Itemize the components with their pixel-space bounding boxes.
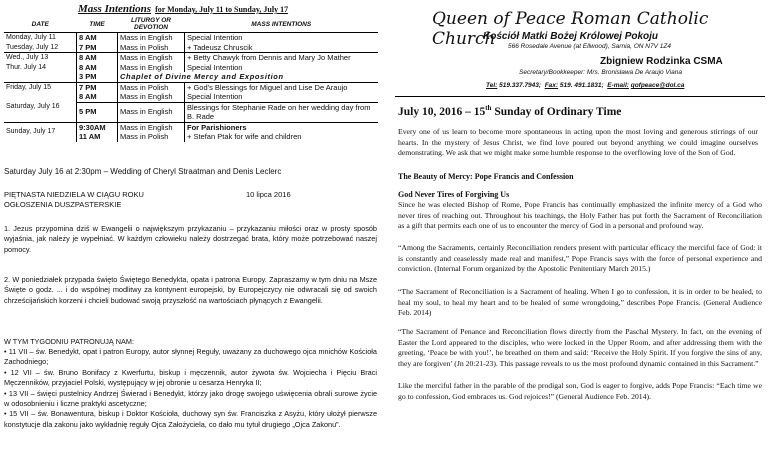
row-time: 8 AM [77, 63, 118, 73]
polish-date: 10 lipca 2016 [246, 190, 291, 199]
english-paragraph-3: “The Sacrament of Reconciliation is a Sacrament of healing. When I go to confession, it is in order to be healed, to heal my soul, to heal my heart and to be healed of some wrongdoing,” describes Pope Francis. (General Audience Feb. 2014) [398, 287, 762, 318]
fax-value: 519. 491.1831; [559, 82, 604, 89]
tel-label: Tel: [486, 82, 498, 89]
sunday-title-sup: th [485, 104, 492, 112]
row-liturgy: Mass in English [118, 102, 185, 122]
church-address: 566 Rosedale Avenue (at Ellwood), Sarnia, ON N7V 1Z4 [508, 43, 671, 50]
row-intention: For Parishioners [185, 122, 379, 132]
table-row [4, 43, 378, 53]
list-item: • 11 VII – św. Benedykt, opat i patron Europy, autor słynnej Reguły, uważany za duchowego ojca mnichów Kościoła Zachodniego; [4, 347, 377, 367]
english-paragraph-4: “The Sacrament of Penance and Reconciliation flows directly from the Paschal Mystery. In fact, on the evening of Easter the Lord appeared to the disciples, who were locked in the Upper Room, and after addressing them with the greeting, ‘Peace be with you!’, he breathed on them and said: ‘Receive the Holy Spirit. If you forgive the sins of any, they are forgiven’ (Jn 20:21-23). This passage reveals to us the most profound dynamic contained in this Sacrament.” [398, 327, 762, 368]
row-day: Friday, July 15 [4, 82, 77, 92]
row-intention: Special Intention [185, 63, 379, 73]
row-liturgy: Mass in English [118, 33, 185, 43]
row-time: 5 PM [77, 102, 118, 122]
row-intention: + Stefan Ptak for wife and children [185, 132, 379, 142]
list-item: • 13 VII – święci pustelnicy Andrzej Świerad i Benedykt, którzy jako drogę swojego uświęcenia obrali surowe życie w odosobnieniu i liczne praktyki ascetyczne; [4, 388, 377, 409]
forgiving-heading: God Never Tires of Forgiving Us [398, 190, 510, 199]
english-paragraph-1: Since he was elected Bishop of Rome, Pope Francis has continually emphasized the infinite mercy of a God who never tires of reaching out. Throughout his teachings, the Holy Father has put forth the Sacrament of Reconciliation as a gift that permits each one of us to encounter the mercy of God in a personal and profound way. [398, 200, 762, 231]
polish-paragraph-2: 2. W poniedziałek przypada święto Świętego Benedykta, opata i patrona Europy. Zapraszamy w tym dniu na Msze Święte o godz. ... i do wspólnej modlitwy za kontynent europejski, by Europejczycy nie odwracali się od swoich chrześcijańskich korzeni i chcieli budować swoją przyszłość na wartościach płynących z Ewangelii. [4, 275, 377, 305]
row-intention: + Betty Chawyk from Dennis and Mary Jo Mather [185, 53, 379, 63]
fax-label: Fax: [544, 82, 559, 89]
row-intention: Special Intention [185, 92, 379, 102]
saturday-wedding-note: Saturday July 16 at 2:30pm – Wedding of Cheryl Straatman and Denis Leclerc [4, 167, 282, 176]
sunday-title [398, 104, 621, 118]
row-liturgy: Mass in English [118, 63, 185, 73]
row-time: 7 PM [77, 82, 118, 92]
row-intention: Special Intention [185, 33, 379, 43]
col-intentions: MASS INTENTIONS [185, 16, 379, 33]
mass-intentions-range: for Monday, July 11 to Sunday, July 17 [155, 5, 289, 14]
table-row [4, 92, 378, 102]
row-day: Sunday, July 17 [4, 122, 77, 142]
row-day: Saturday, July 16 [6, 103, 60, 110]
table-row [4, 122, 378, 132]
beauty-heading: The Beauty of Mercy: Pope Francis and Confession [398, 172, 574, 181]
row-time: 7 PM [77, 43, 118, 53]
table-row [4, 63, 378, 73]
tel-value: 519.337.7943; [499, 82, 542, 89]
col-date: DATE [4, 16, 77, 33]
email-link[interactable]: qofpeace@dol.ca [630, 82, 685, 89]
table-row [4, 33, 378, 43]
secretary-line: Secretary/Bookkeeper: Mrs. Bronisława De Araujo Viana [519, 69, 682, 76]
polish-subheading: OGŁOSZENIA DUSZPASTERSKIE [4, 200, 122, 209]
row-day: Wed., July 13 [4, 53, 77, 63]
email-label: E-mail: [607, 82, 629, 89]
mass-intentions-title-text: Mass Intentions [78, 3, 152, 15]
mass-schedule-table [4, 16, 378, 142]
row-day: Tuesday, July 12 [6, 43, 59, 51]
row-time: 8 AM [77, 33, 118, 43]
row-intention: Blessings for Stephanie Rade on her wedding day from B. Rade [185, 102, 379, 122]
list-item: • 15 VII – św. Bonawentura, biskup i Doktor Kościoła, duchowy syn św. Franciszka z Asyżu, który ułożył pierwsze konstytucje dla zakonu jako wykładnię reguły Ojca Założyciela, co dało mu tytuł drugiego „Ojca Zakonu”. [4, 409, 377, 429]
row-day: Thur. July 14 [6, 63, 47, 71]
row-time: 8 AM [77, 53, 118, 63]
row-day: Monday, July 11 [6, 34, 56, 41]
table-row [4, 72, 378, 82]
row-intention: + God's Blessings for Miguel and Lise De Araujo [185, 82, 379, 92]
polish-heading: PIĘTNASTA NIEDZIELA W CIĄGU ROKU [4, 190, 144, 199]
english-paragraph-2: “Among the Sacraments, certainly Reconciliation renders present with particular efficacy the merciful face of God: it is constantly and ceaselessly made real and manifest,” Pope Francis says with the force of personal experience and conviction. (Internal Forum organized by the Apostolic Penitentiary March 2015.) [398, 243, 762, 274]
table-row [4, 82, 378, 92]
row-time: 8 AM [77, 92, 118, 102]
row-liturgy: Mass in English [118, 122, 185, 132]
polish-patrons-list [4, 347, 377, 430]
polish-paragraph-1: 1. Jezus przypomina dziś w Ewangelii o największym przykazaniu – przykazaniu miłości oraz w prosty sposób wyjaśnia, jak należy je wypełniać. W każdym człowieku należy dostrzegać brata, który może potrzebować naszej pomocy. [4, 224, 377, 254]
row-day [4, 72, 77, 82]
church-name-polish: Kościół Matki Bożej Królowej Pokoju [483, 31, 659, 42]
row-liturgy: Mass in Polish [118, 43, 185, 53]
row-liturgy: Mass in Polish [118, 82, 185, 92]
contact-line [486, 82, 684, 89]
row-time: 11 AM [77, 132, 118, 142]
row-liturgy: Mass in English [118, 92, 185, 102]
sunday-title-rest: Sunday of Ordinary Time [491, 105, 622, 118]
divider [395, 96, 765, 97]
sunday-title-date: July 10, 2016 – 15 [398, 105, 486, 118]
col-liturgy: LITURGY OR DEVOTION [118, 16, 185, 33]
polish-patrons-heading: W TYM TYGODNIU PATRONUJĄ NAM: [4, 337, 134, 346]
row-intention: + Tadeusz Chruscik [185, 43, 379, 53]
row-liturgy: Mass in Polish [118, 132, 185, 142]
intro-paragraph: Every one of us learn to become more spontaneous in acting upon the most loving and generous stirrings of our hearts. In the mystery of Jesus Christ, we find love poured out beyond anything we could imagine ourselves demonstrating. We ask that we might make some humble response to the overflowing love of the Son of God. [398, 127, 758, 158]
row-time: 9:30AM [77, 122, 118, 132]
mass-intentions-title [78, 3, 288, 15]
pastor-name: Zbigniew Rodzinka CSMA [600, 56, 723, 67]
row-time: 3 PM [77, 72, 118, 82]
row-devotion: Chaplet of Divine Mercy and Exposition [118, 72, 379, 82]
church-name: Queen of Peace Roman Catholic Church [432, 9, 709, 49]
english-paragraph-5: Like the merciful father in the parable of the prodigal son, God is eager to forgive, adds Pope Francis: “Each time we go to confession, God embraces us. God rejoices!” (General Audience Feb. 2014). [398, 381, 762, 401]
col-time: TIME [77, 16, 118, 33]
list-item: • 12 VII – św. Bruno Bonifacy z Kwerfurtu, biskup i męczennik, autor żywota św. Wojciecha i Pięciu Braci Męczenników, przyjaciel Polski, występujący w jej obronie u cesarza Henryka II; [4, 367, 377, 388]
row-liturgy: Mass in English [118, 53, 185, 63]
table-row [4, 53, 378, 63]
